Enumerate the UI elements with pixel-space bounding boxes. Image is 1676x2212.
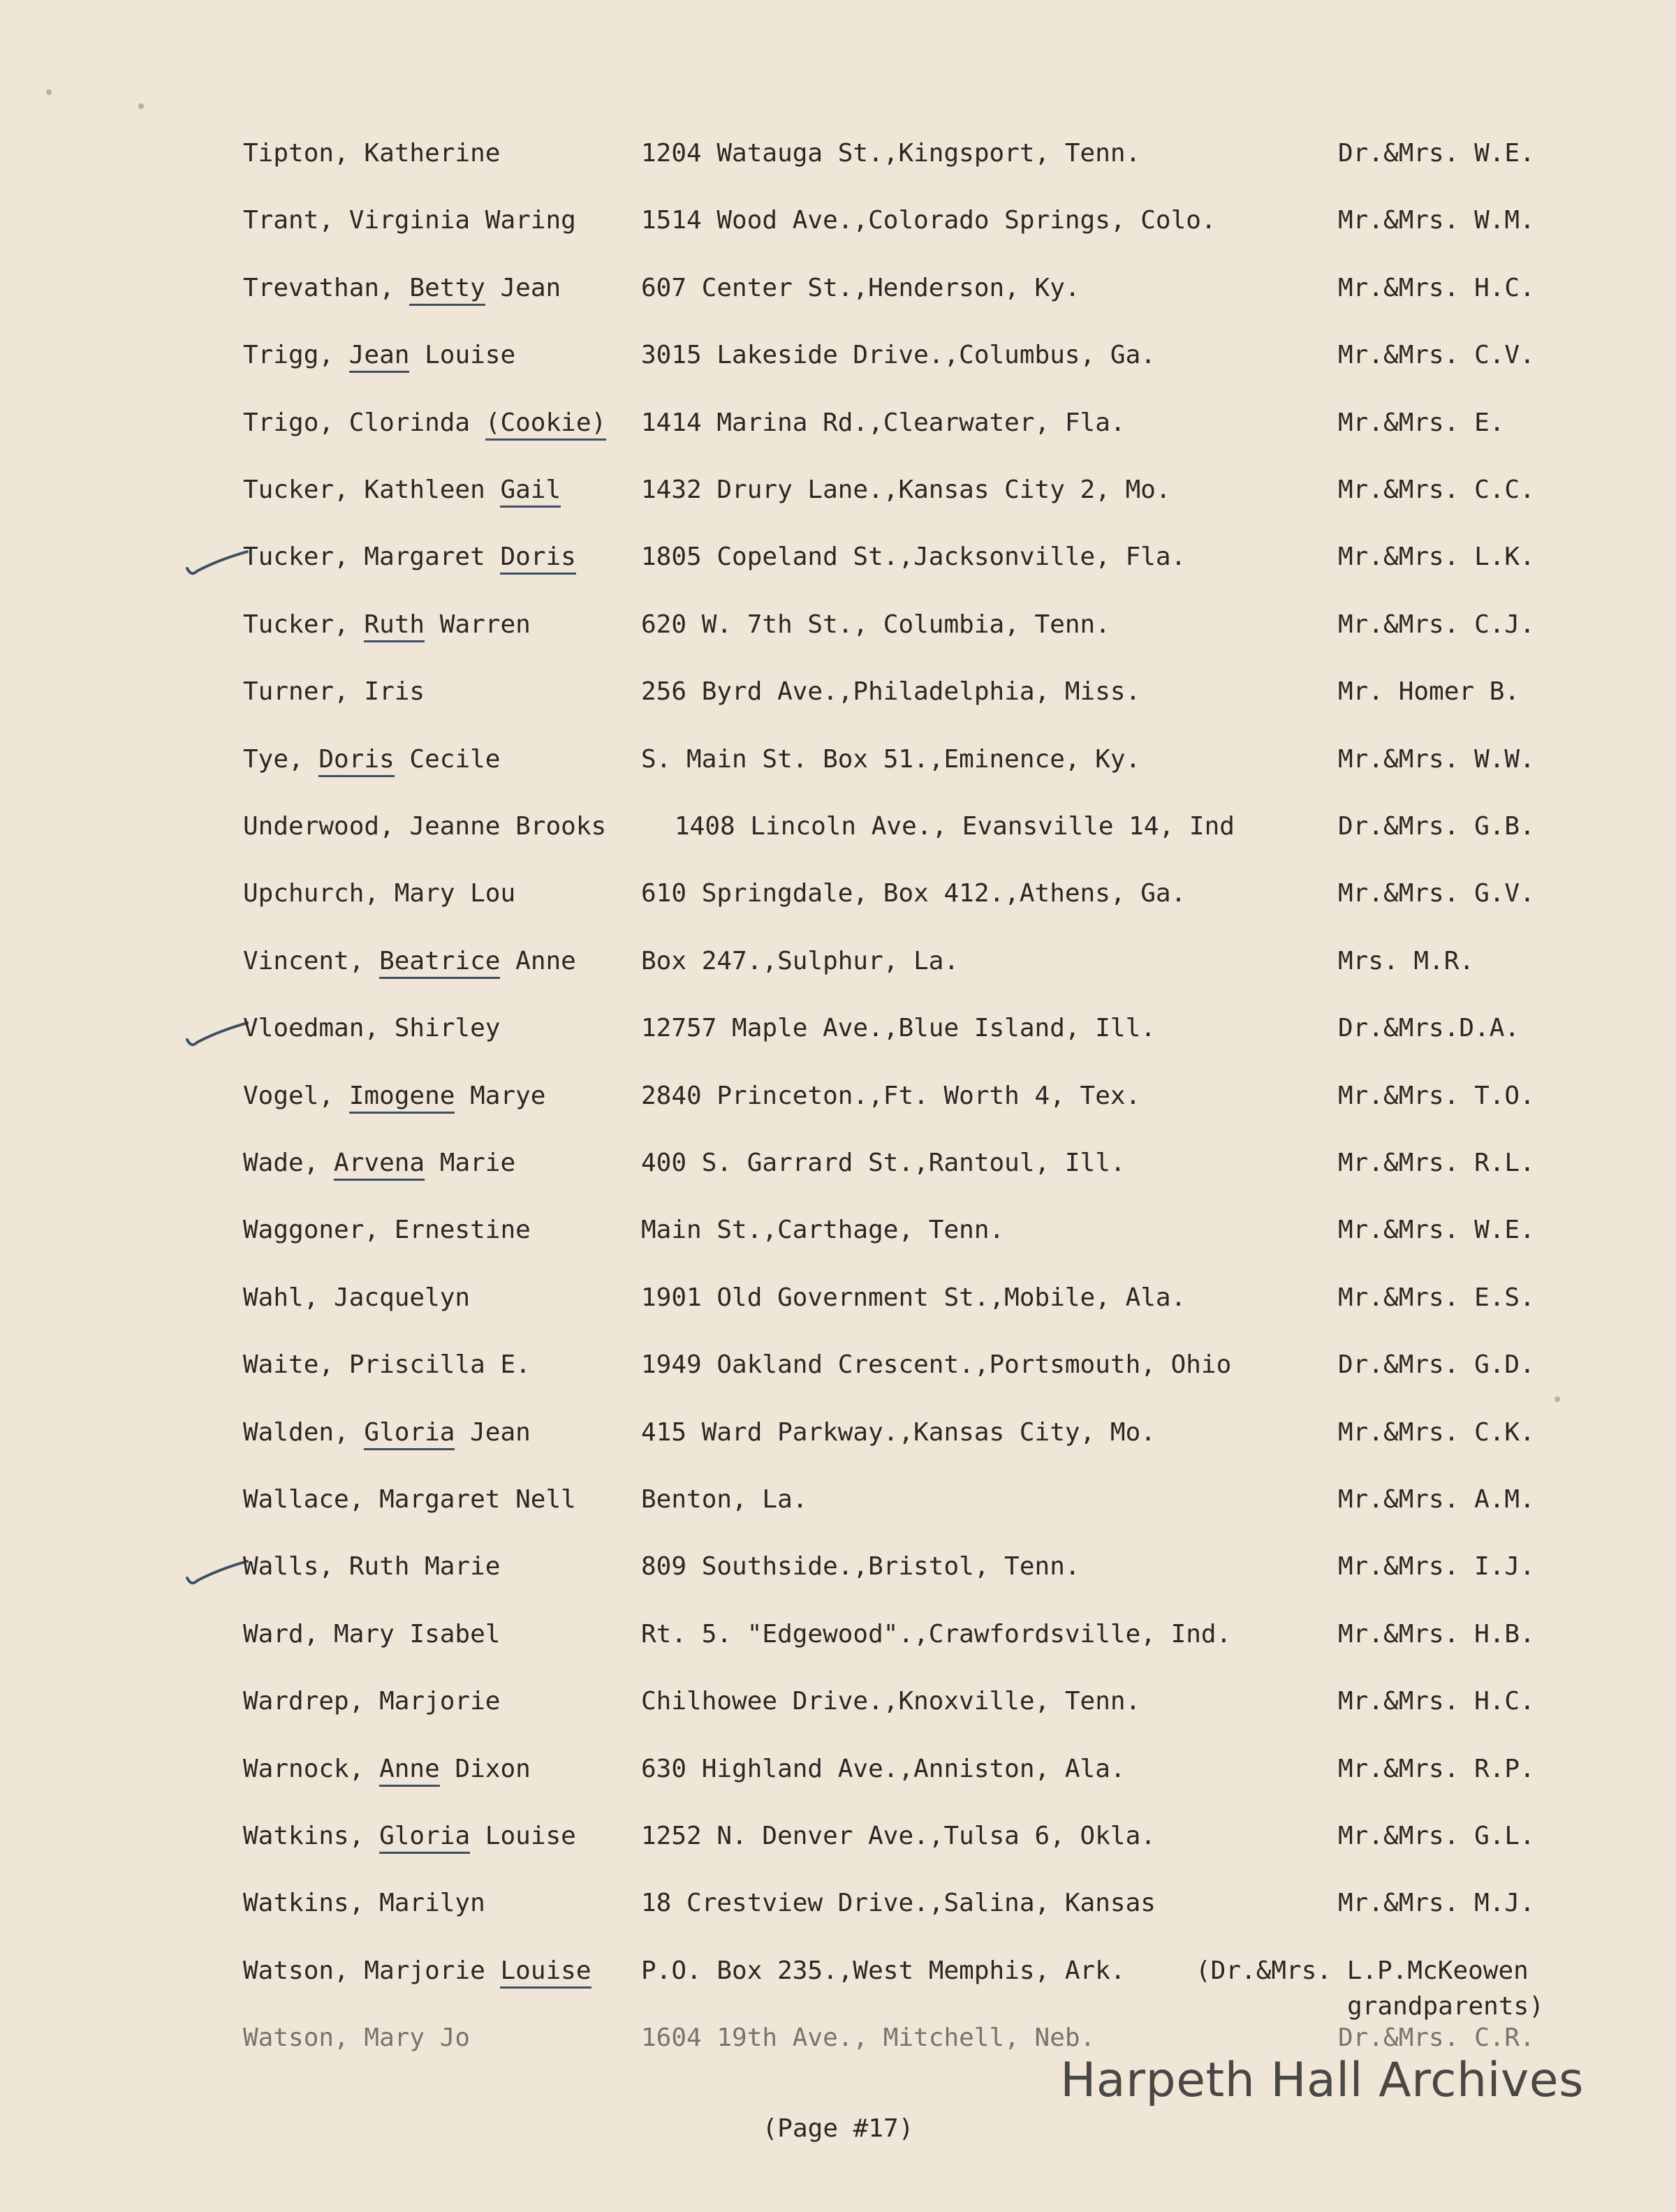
student-row	[0, 1135, 1676, 1191]
underlined-nickname: Doris	[318, 745, 394, 777]
parent-names: Mr.&Mrs. M.J.	[1338, 1889, 1535, 1918]
student-name: Trant, Virginia Waring	[243, 206, 576, 235]
home-address: 400 S. Garrard St.,Rantoul, Ill.	[641, 1149, 1126, 1177]
student-name	[243, 327, 515, 383]
parent-names: Mr.&Mrs. C.V.	[1338, 341, 1535, 370]
student-row	[0, 1539, 1676, 1595]
parent-names: Mr.&Mrs. E.S.	[1338, 1283, 1535, 1312]
name-part: Tye,	[243, 744, 319, 774]
home-address: 1414 Marina Rd.,Clearwater, Fla.	[641, 408, 1126, 437]
home-address: 630 Highland Ave.,Anniston, Ala.	[641, 1754, 1126, 1783]
parent-names: Dr.&Mrs. C.R.	[1338, 2023, 1535, 2053]
pencil-checkmark-icon	[183, 1005, 253, 1054]
name-part: Walden,	[243, 1417, 365, 1447]
underlined-nickname: Gloria	[379, 1822, 470, 1854]
student-name: Walls, Ruth Marie	[243, 1552, 501, 1581]
home-address: 2840 Princeton.,Ft. Worth 4, Tex.	[641, 1081, 1141, 1110]
parent-names: Mr.&Mrs. C.C.	[1338, 475, 1535, 504]
student-row	[0, 732, 1676, 788]
name-part: Trigg,	[243, 341, 349, 370]
student-row	[0, 1808, 1676, 1864]
student-name	[243, 1808, 576, 1864]
name-part: Marye	[455, 1081, 546, 1110]
name-part: Vogel,	[243, 1081, 349, 1110]
student-name	[243, 1135, 515, 1191]
underlined-nickname: (Cookie)	[485, 408, 606, 441]
parent-names: Mr.&Mrs. E.	[1338, 408, 1505, 437]
student-name	[243, 395, 606, 451]
student-row	[0, 866, 1676, 922]
student-row	[0, 529, 1676, 585]
home-address: Rt. 5. "Edgewood".,Crawfordsville, Ind.	[641, 1619, 1232, 1649]
student-row	[0, 1405, 1676, 1461]
student-row	[0, 1741, 1676, 1797]
student-row	[0, 1337, 1676, 1393]
name-part: Tucker, Margaret	[243, 543, 501, 572]
home-address: S. Main St. Box 51.,Eminence, Ky.	[641, 744, 1141, 774]
student-name: Upchurch, Mary Lou	[243, 879, 516, 908]
home-address: P.O. Box 235.,West Memphis, Ark.	[641, 1956, 1126, 1985]
home-address: Chilhowee Drive.,Knoxville, Tenn.	[641, 1687, 1141, 1716]
name-part: Jean	[455, 1417, 531, 1447]
student-name: Ward, Mary Isabel	[243, 1619, 501, 1649]
home-address: 1514 Wood Ave.,Colorado Springs, Colo.	[641, 206, 1216, 235]
student-name: Watkins, Marilyn	[243, 1889, 485, 1918]
name-part: Trevathan,	[243, 273, 410, 302]
page-number: (Page #17)	[762, 2114, 914, 2143]
underlined-nickname: Arvena	[334, 1149, 425, 1181]
parent-names: (Dr.&Mrs. L.P.McKeowen	[1196, 1956, 1529, 1985]
parent-names: Mr.&Mrs. G.V.	[1338, 879, 1535, 908]
parent-names: Mr.&Mrs. R.P.	[1338, 1754, 1535, 1783]
student-row	[0, 1875, 1676, 1931]
student-row	[0, 462, 1676, 518]
student-name	[243, 934, 576, 989]
student-row	[0, 1270, 1676, 1326]
parent-names: Mr.&Mrs. C.J.	[1338, 610, 1535, 639]
home-address: 1949 Oakland Crescent.,Portsmouth, Ohio	[641, 1350, 1232, 1380]
home-address: 607 Center St.,Henderson, Ky.	[641, 273, 1080, 302]
underlined-nickname: Ruth	[364, 610, 425, 642]
pencil-checkmark-icon	[183, 1543, 253, 1592]
home-address: 12757 Maple Ave.,Blue Island, Ill.	[641, 1014, 1156, 1043]
home-address: Main St.,Carthage, Tenn.	[641, 1216, 1005, 1245]
parent-names: Mr.&Mrs. I.J.	[1338, 1552, 1535, 1581]
student-row	[0, 664, 1676, 720]
name-part: Louise	[409, 341, 516, 370]
student-name: Waggoner, Ernestine	[243, 1216, 531, 1245]
home-address: 610 Springdale, Box 412.,Athens, Ga.	[641, 879, 1186, 908]
home-address: 1805 Copeland St.,Jacksonville, Fla.	[641, 543, 1186, 572]
student-row	[0, 1472, 1676, 1528]
student-name: Waite, Priscilla E.	[243, 1350, 531, 1380]
parent-names: Dr.&Mrs. G.D.	[1338, 1350, 1535, 1380]
student-row	[0, 1607, 1676, 1662]
student-name	[243, 1068, 545, 1124]
student-row	[0, 1674, 1676, 1730]
student-name	[243, 260, 561, 316]
name-part: Tucker, Kathleen	[243, 475, 501, 504]
student-row	[0, 1068, 1676, 1124]
student-name: Tipton, Katherine	[243, 139, 501, 168]
underlined-nickname: Anne	[379, 1755, 440, 1787]
parent-names: Mr.&Mrs. A.M.	[1338, 1485, 1535, 1514]
student-row	[0, 1001, 1676, 1056]
name-part: Warnock,	[243, 1754, 380, 1783]
home-address: 3015 Lakeside Drive.,Columbus, Ga.	[641, 341, 1156, 370]
parent-names: Dr.&Mrs. W.E.	[1338, 139, 1535, 168]
student-name	[243, 462, 561, 518]
underlined-nickname: Imogene	[349, 1082, 455, 1114]
parent-names: Dr.&Mrs.D.A.	[1338, 1014, 1520, 1043]
name-part: Warren	[425, 610, 531, 639]
paper-speck	[138, 103, 144, 109]
underlined-nickname: Gail	[500, 475, 561, 508]
student-row	[0, 1202, 1676, 1258]
student-name: Wahl, Jacquelyn	[243, 1283, 471, 1312]
home-address: 18 Crestview Drive.,Salina, Kansas	[641, 1889, 1156, 1918]
archive-watermark: Harpeth Hall Archives	[1060, 2053, 1584, 2108]
name-part: Watkins,	[243, 1822, 380, 1850]
name-part: Vincent,	[243, 946, 380, 975]
home-address: 1432 Drury Lane.,Kansas City 2, Mo.	[641, 475, 1171, 504]
home-address: 809 Southside.,Bristol, Tenn.	[641, 1552, 1080, 1581]
paper-speck	[1554, 1396, 1560, 1402]
student-name: Wallace, Margaret Nell	[243, 1485, 576, 1514]
student-name: Watson, Mary Jo	[243, 2023, 471, 2053]
student-row	[0, 395, 1676, 451]
paper-speck	[46, 89, 52, 95]
home-address: 256 Byrd Ave.,Philadelphia, Miss.	[641, 677, 1141, 707]
home-address: Box 247.,Sulphur, La.	[641, 946, 960, 975]
underlined-nickname: Betty	[409, 274, 485, 306]
underlined-nickname: Louise	[500, 1956, 591, 1989]
student-row	[0, 597, 1676, 653]
name-part: Jean	[485, 273, 561, 302]
home-address: 1901 Old Government St.,Mobile, Ala.	[641, 1283, 1186, 1312]
student-name: Vloedman, Shirley	[243, 1014, 501, 1043]
underlined-nickname: Beatrice	[379, 947, 500, 979]
student-name	[243, 1741, 531, 1797]
student-name	[243, 1405, 531, 1461]
parent-names: Mr.&Mrs. R.L.	[1338, 1149, 1535, 1177]
home-address: 415 Ward Parkway.,Kansas City, Mo.	[641, 1417, 1156, 1447]
student-name	[243, 597, 531, 653]
name-part: Tucker,	[243, 610, 365, 639]
underlined-nickname: Doris	[500, 543, 575, 575]
parent-names: Mr.&Mrs. T.O.	[1338, 1081, 1535, 1110]
parent-names: Mr.&Mrs. H.B.	[1338, 1619, 1535, 1649]
student-name	[243, 1943, 591, 1999]
student-row	[0, 193, 1676, 249]
name-part: Cecile	[394, 744, 501, 774]
parent-names: Mr.&Mrs. C.K.	[1338, 1417, 1535, 1447]
name-part: Watson, Marjorie	[243, 1956, 501, 1985]
parent-names: Mr.&Mrs. L.K.	[1338, 543, 1535, 572]
student-name: Underwood, Jeanne Brooks	[243, 812, 607, 841]
student-name: Wardrep, Marjorie	[243, 1687, 501, 1716]
home-address: 620 W. 7th St., Columbia, Tenn.	[641, 610, 1110, 639]
underlined-nickname: Jean	[349, 341, 410, 373]
parent-names: Mr.&Mrs. G.L.	[1338, 1822, 1535, 1850]
student-row	[0, 126, 1676, 182]
underlined-nickname: Gloria	[364, 1418, 455, 1450]
home-address: 1252 N. Denver Ave.,Tulsa 6, Okla.	[641, 1822, 1156, 1850]
home-address: Benton, La.	[641, 1485, 808, 1514]
name-part: Anne	[500, 946, 576, 975]
student-name	[243, 529, 576, 585]
parent-names: Mr. Homer B.	[1338, 677, 1520, 707]
student-row	[0, 799, 1676, 855]
name-part: Louise	[470, 1822, 576, 1850]
student-row	[0, 1943, 1676, 1999]
pencil-checkmark-icon	[183, 533, 253, 582]
parent-names: Mr.&Mrs. H.C.	[1338, 273, 1535, 302]
student-name: Turner, Iris	[243, 677, 425, 707]
parent-names: Dr.&Mrs. G.B.	[1338, 812, 1535, 841]
home-address: 1408 Lincoln Ave., Evansville 14, Ind	[675, 812, 1235, 841]
home-address: 1204 Watauga St.,Kingsport, Tenn.	[641, 139, 1141, 168]
parent-names: Mr.&Mrs. W.W.	[1338, 744, 1535, 774]
student-name	[243, 732, 500, 788]
name-part: Wade,	[243, 1149, 335, 1177]
student-row	[0, 327, 1676, 383]
name-part: Trigo, Clorinda	[243, 408, 485, 437]
name-part: Marie	[425, 1149, 516, 1177]
student-row	[0, 934, 1676, 989]
parent-names: Mr.&Mrs. H.C.	[1338, 1687, 1535, 1716]
parent-names: Mr.&Mrs. W.E.	[1338, 1216, 1535, 1245]
parent-names: Mr.&Mrs. W.M.	[1338, 206, 1535, 235]
name-part: Dixon	[439, 1754, 531, 1783]
parent-names: Mrs. M.R.	[1338, 946, 1475, 975]
home-address: 1604 19th Ave., Mitchell, Neb.	[641, 2023, 1096, 2053]
grandparents-note: grandparents)	[1347, 1992, 1544, 2021]
student-row	[0, 260, 1676, 316]
